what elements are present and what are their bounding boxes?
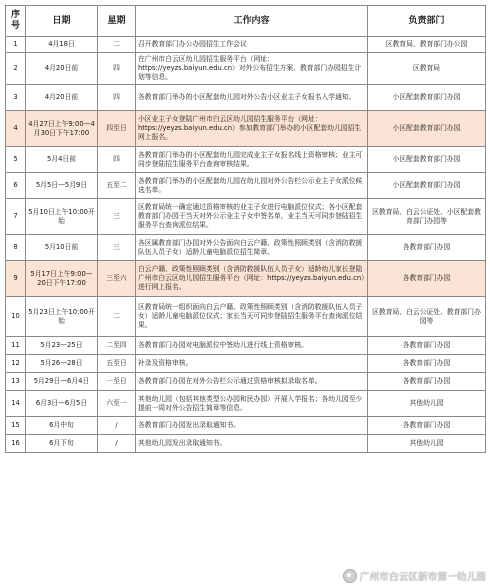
cell-content: 召开教育部门办公办园招生工作会议 bbox=[136, 37, 368, 53]
cell-weekday: 五至二 bbox=[98, 173, 136, 199]
cell-content: 区教育局统一确定通过资格审核的业主子女进行电脑派位仪式；各小区配套教育部门办园于当天对外公示业主子女中签名单，业主当天可同步登陆招生服务平台查询派位结果。 bbox=[136, 199, 368, 235]
cell-content: 各教育部门举办的小区配套幼儿园完成业主子女报名线上资格审核；业主可同步登陆招生服务平台查询审核结果。 bbox=[136, 147, 368, 173]
schedule-table bbox=[5, 5, 486, 453]
cell-no: 6 bbox=[6, 173, 26, 199]
cell-no: 4 bbox=[6, 111, 26, 147]
cell-content: 小区业主子女登陆广州市白云区幼儿园招生服务平台（网址：https://yeyzs.baiyun.edu.cn）参加教育部门举办的小区配套幼儿园招生网上报名。 bbox=[136, 111, 368, 147]
cell-department: 各教育部门办园 bbox=[368, 337, 486, 355]
cell-no: 2 bbox=[6, 53, 26, 85]
table-row bbox=[6, 85, 486, 111]
cell-weekday: / bbox=[98, 435, 136, 453]
cell-weekday: / bbox=[98, 417, 136, 435]
table-row bbox=[6, 391, 486, 417]
table-row bbox=[6, 297, 486, 337]
cell-no: 9 bbox=[6, 261, 26, 297]
table-row bbox=[6, 37, 486, 53]
table-row bbox=[6, 337, 486, 355]
cell-content: 各教育部门办园在对外公告栏公示通过资格审核拟录取名单。 bbox=[136, 373, 368, 391]
cell-weekday: 四 bbox=[98, 147, 136, 173]
cell-weekday: 五至日 bbox=[98, 355, 136, 373]
cell-date: 6月中旬 bbox=[26, 417, 98, 435]
cell-date: 5月23—25日 bbox=[26, 337, 98, 355]
cell-date: 4月27日上午9:00—4月30日下午17:00 bbox=[26, 111, 98, 147]
table-row bbox=[6, 199, 486, 235]
header-date: 日期 bbox=[26, 6, 98, 37]
cell-date: 6月3日—6月5日 bbox=[26, 391, 98, 417]
cell-no: 10 bbox=[6, 297, 26, 337]
cell-no: 11 bbox=[6, 337, 26, 355]
cell-department: 各教育部门办园 bbox=[368, 373, 486, 391]
cell-department: 区教育局 bbox=[368, 53, 486, 85]
cell-content: 补录及资格审核。 bbox=[136, 355, 368, 373]
table-row bbox=[6, 147, 486, 173]
cell-weekday: 四 bbox=[98, 85, 136, 111]
cell-content: 各教育部门办园发出录取通知书。 bbox=[136, 417, 368, 435]
cell-content: 在广州市白云区幼儿园招生服务平台（网址：https://yeyzs.baiyun.edu.cn）对外公布招生方案、教育部门办园招生计划等信息。 bbox=[136, 53, 368, 85]
cell-department: 小区配套教育部门办园 bbox=[368, 85, 486, 111]
cell-content: 其他幼儿园（包括其他类型公办园和民办园）开展入学报名；各幼儿园至少提前一周对外公告招生简章等信息。 bbox=[136, 391, 368, 417]
watermark bbox=[343, 569, 486, 583]
cell-no: 12 bbox=[6, 355, 26, 373]
cell-content: 各区属教育部门办园对外公告面向白云户籍、政策性照顾类别（含消防救援队伍人员子女）适龄儿童电脑派位招生简章。 bbox=[136, 235, 368, 261]
cell-department: 小区配套教育部门办园 bbox=[368, 173, 486, 199]
cell-no: 15 bbox=[6, 417, 26, 435]
cell-department: 各教育部门办园 bbox=[368, 417, 486, 435]
header-no: 序号 bbox=[6, 6, 26, 37]
cell-weekday: 三 bbox=[98, 235, 136, 261]
cell-weekday: 一至日 bbox=[98, 373, 136, 391]
table-row bbox=[6, 261, 486, 297]
table-row bbox=[6, 53, 486, 85]
table-row bbox=[6, 435, 486, 453]
cell-department: 各教育部门办园 bbox=[368, 355, 486, 373]
cell-date: 4月20日前 bbox=[26, 53, 98, 85]
header-row bbox=[6, 6, 486, 37]
cell-date: 5月4日前 bbox=[26, 147, 98, 173]
header-content: 工作内容 bbox=[136, 6, 368, 37]
cell-department: 各教育部门办园 bbox=[368, 261, 486, 297]
header-department: 负责部门 bbox=[368, 6, 486, 37]
cell-department: 各教育部门办园 bbox=[368, 235, 486, 261]
header-weekday: 星期 bbox=[98, 6, 136, 37]
table-row bbox=[6, 417, 486, 435]
cell-no: 3 bbox=[6, 85, 26, 111]
cell-weekday: 二 bbox=[98, 37, 136, 53]
cell-no: 5 bbox=[6, 147, 26, 173]
cell-department: 区教育局、白云公证处、小区配套教育部门办园等 bbox=[368, 199, 486, 235]
table-row bbox=[6, 373, 486, 391]
cell-date: 5月5日—5月9日 bbox=[26, 173, 98, 199]
cell-department: 其他幼儿园 bbox=[368, 435, 486, 453]
cell-weekday: 三 bbox=[98, 199, 136, 235]
cell-weekday: 六至一 bbox=[98, 391, 136, 417]
cell-no: 13 bbox=[6, 373, 26, 391]
cell-date: 5月29日—6月4日 bbox=[26, 373, 98, 391]
cell-content: 各教育部门举办的小区配套幼儿园对外公告小区业主子女报名入学通知。 bbox=[136, 85, 368, 111]
cell-date: 5月10日上午10:00开始 bbox=[26, 199, 98, 235]
cell-no: 7 bbox=[6, 199, 26, 235]
table-row bbox=[6, 173, 486, 199]
cell-weekday: 四至日 bbox=[98, 111, 136, 147]
watermark-text: 广州市白云区新市第一幼儿园 bbox=[359, 572, 486, 583]
cell-weekday: 三至六 bbox=[98, 261, 136, 297]
cell-department: 区教育局、教育部门办公园 bbox=[368, 37, 486, 53]
cell-department: 小区配套教育部门办园 bbox=[368, 147, 486, 173]
cell-weekday: 二至四 bbox=[98, 337, 136, 355]
cell-no: 8 bbox=[6, 235, 26, 261]
table-row bbox=[6, 111, 486, 147]
cell-date: 6月下旬 bbox=[26, 435, 98, 453]
cell-date: 5月26—28日 bbox=[26, 355, 98, 373]
cell-date: 5月10日前 bbox=[26, 235, 98, 261]
cell-date: 4月20日前 bbox=[26, 85, 98, 111]
cell-date: 5月17日上午9:00—20日下午17:00 bbox=[26, 261, 98, 297]
cell-content: 各教育部门办园对电脑派位中签幼儿进行线上资格审核。 bbox=[136, 337, 368, 355]
cell-department: 小区配套教育部门办园 bbox=[368, 111, 486, 147]
cell-content: 其他幼儿园发出录取通知书。 bbox=[136, 435, 368, 453]
table-row bbox=[6, 355, 486, 373]
table-header bbox=[6, 6, 486, 37]
cell-content: 各教育部门举办的小区配套幼儿园在幼儿园对外公告栏公示业主子女派位候选名单。 bbox=[136, 173, 368, 199]
cell-weekday: 二 bbox=[98, 297, 136, 337]
wechat-account-icon bbox=[343, 569, 357, 583]
cell-content: 区教育局统一组织面向白云户籍、政策性照顾类别（含消防救援队伍人员子女）适龄儿童电脑派位仪式；家长当天可同步登陆招生服务平台查询派位结果。 bbox=[136, 297, 368, 337]
cell-date: 5月23日上午10:00开始 bbox=[26, 297, 98, 337]
cell-no: 1 bbox=[6, 37, 26, 53]
cell-no: 14 bbox=[6, 391, 26, 417]
cell-department: 区教育局、白云公证处、教育部门办园等 bbox=[368, 297, 486, 337]
cell-weekday: 四 bbox=[98, 53, 136, 85]
cell-no: 16 bbox=[6, 435, 26, 453]
table-row bbox=[6, 235, 486, 261]
cell-content: 白云户籍、政策性照顾类别（含消防救援队伍人员子女）适龄幼儿家长登陆广州市白云区幼儿园招生服务平台（网址：https://yeyzs.baiyun.edu.cn）进行网上报名。 bbox=[136, 261, 368, 297]
cell-department: 其他幼儿园 bbox=[368, 391, 486, 417]
cell-date: 4月18日 bbox=[26, 37, 98, 53]
table-body bbox=[6, 37, 486, 453]
